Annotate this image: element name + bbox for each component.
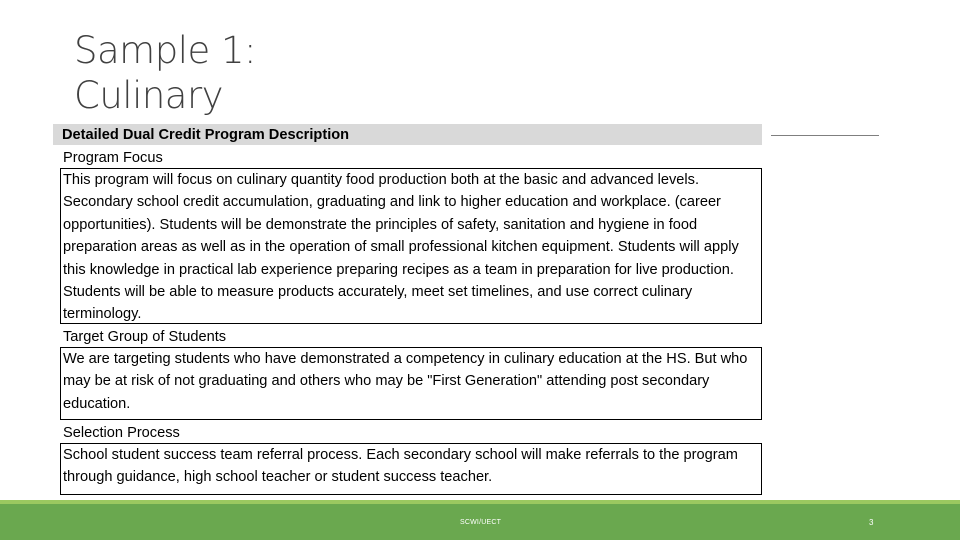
title-divider — [771, 135, 879, 136]
slide-title-line-2: Culinary — [74, 74, 224, 117]
section-text-selection-process: School student success team referral process. Each secondary school will make referrals to the program through guidance, high school teacher or student success teacher. — [60, 443, 762, 495]
section-label-program-focus: Program Focus — [63, 150, 163, 166]
program-description-document — [53, 124, 769, 500]
section-label-selection-process: Selection Process — [63, 425, 180, 441]
slide-title-line-1: Sample 1: — [74, 29, 256, 72]
document-header: Detailed Dual Credit Program Description — [53, 124, 762, 145]
section-label-target-group: Target Group of Students — [63, 329, 227, 345]
slide-title — [74, 28, 256, 118]
footer-text: SCWI/UECT — [460, 519, 502, 526]
section-text-program-focus: This program will focus on culinary quantity food production both at the basic and advanced levels. Secondary school credit accumulation, graduating and link to higher education and workplace. (career opportunities). Students will be demonstrate the principles of safety, sanitation and hygiene in food preparation areas as well as in the operation of small professional kitchen equipment. Students will apply this knowledge in practical lab experience preparing recipes as a team in preparation for live production. Students will be able to measure products accurately, meet set timelines, and use correct culinary terminology. — [60, 168, 762, 324]
page-number: 3 — [869, 518, 874, 527]
section-text-target-group: We are targeting students who have demonstrated a competency in culinary education at the HS. But who may be at risk of not graduating and others who may be "First Generation" attending post secondary education. — [60, 347, 762, 420]
